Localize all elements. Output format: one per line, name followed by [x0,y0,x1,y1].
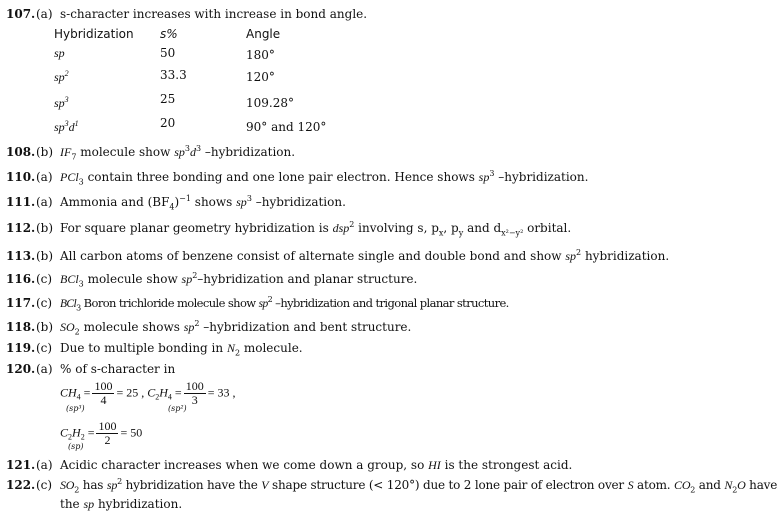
q117-text: BCl$_3$ Boron trichloride molecule show $sp^2$ –hybridization and trigonal planar structure. [60,295,509,313]
q110-number: 110. [6,170,36,184]
q113-text: All carbon atoms of benzene consist of alternate single and double bond and show $sp^2$ hybridization. [60,248,670,263]
formula-ch4-label: (sp³) [66,404,85,413]
table-row-angle: 90° and 120° [246,120,327,134]
q116-text: BCl$_3$ molecule show $sp^2$–hybridization and planar structure. [60,271,418,289]
table-row-angle: 120° [246,70,275,84]
formula-c2h4-label: (sp²) [168,404,187,413]
q121-option: (a) [36,458,53,472]
table-row-hyb: $sp^3d^1$ [54,119,79,134]
q112-option: (b) [36,221,54,235]
q122-text-line2: the sp hybridization. [60,497,183,511]
q118-number: 118. [6,320,36,334]
q119-number: 119. [6,341,36,355]
formula-c2h2: $C_2H_2$ = $\frac{100}{2}$ = 50 [60,419,143,447]
q113-option: (b) [36,249,54,263]
table-row-angle: 109.28° [246,96,294,110]
q108-text: $IF_7$ molecule show $sp^3d^3$ –hybridization. [60,144,296,162]
table-row-hyb: $sp^2$ [54,69,69,84]
table-header-hybridization: Hybridization [54,27,134,41]
q117-option: (c) [36,296,53,310]
q120-option: (a) [36,362,53,376]
q118-option: (b) [36,320,54,334]
table-row-s: 25 [160,92,176,106]
q110-text: PCl$_3$ contain three bonding and one lone pair electron. Hence shows $sp^3$ –hybridization. [60,169,589,187]
table-row-hyb: sp [54,46,65,60]
q117-number: 117. [6,296,36,310]
q111-number: 111. [6,195,36,209]
q107-number: 107. [6,7,36,21]
q108-option: (b) [36,145,54,159]
table-row-s: 33.3 [160,68,187,82]
q112-number: 112. [6,221,36,235]
table-header-s-percent: s% [160,27,178,41]
q119-text: Due to multiple bonding in $N_2$ molecule. [60,341,303,358]
q116-option: (c) [36,272,53,286]
q111-text: Ammonia and $(BF_4)^{-1}$ shows $sp^3$ –hybridization. [60,194,346,212]
formula-ch4: $CH_4$ = $\frac{100}{4}$ = 25 , $C_2H_4$ = $\frac{100}{3}$ = 33 , [60,379,236,407]
table-row-hyb: $sp^3$ [54,95,69,110]
q112-text: For square planar geometry hybridization is dsp$^2$ involving s, $p_x$, $p_y$ and $d_{x^2-y^2}$ orbital. [60,220,572,238]
q108-number: 108. [6,145,36,159]
q120-number: 120. [6,362,36,376]
q120-text: % of s-character in [60,362,176,376]
q110-option: (a) [36,170,53,184]
q113-number: 113. [6,249,36,263]
table-row-angle: 180° [246,48,275,62]
q118-text: $SO_2$ molecule shows $sp^2$ –hybridization and bent structure. [60,319,412,337]
table-header-angle: Angle [246,27,281,41]
q122-text: $SO_2$ has $sp^2$ hybridization have the V shape structure (< 120°) due to 2 lone pair of electron over S atom. $CO_2$ and $N_2O$ have [60,477,777,495]
q122-number: 122. [6,478,36,492]
table-row-s: 20 [160,116,176,130]
q107-option: (a) [36,7,53,21]
table-row-s: 50 [160,46,176,60]
q121-text: Acidic character increases when we come down a group, so HI is the strongest acid. [60,458,573,472]
q122-option: (c) [36,478,53,492]
q107-text: s-character increases with increase in bond angle. [60,7,368,21]
q111-option: (a) [36,195,53,209]
q119-option: (c) [36,341,53,355]
formula-c2h2-label: (sp) [68,442,84,451]
q121-number: 121. [6,458,36,472]
q116-number: 116. [6,272,36,286]
